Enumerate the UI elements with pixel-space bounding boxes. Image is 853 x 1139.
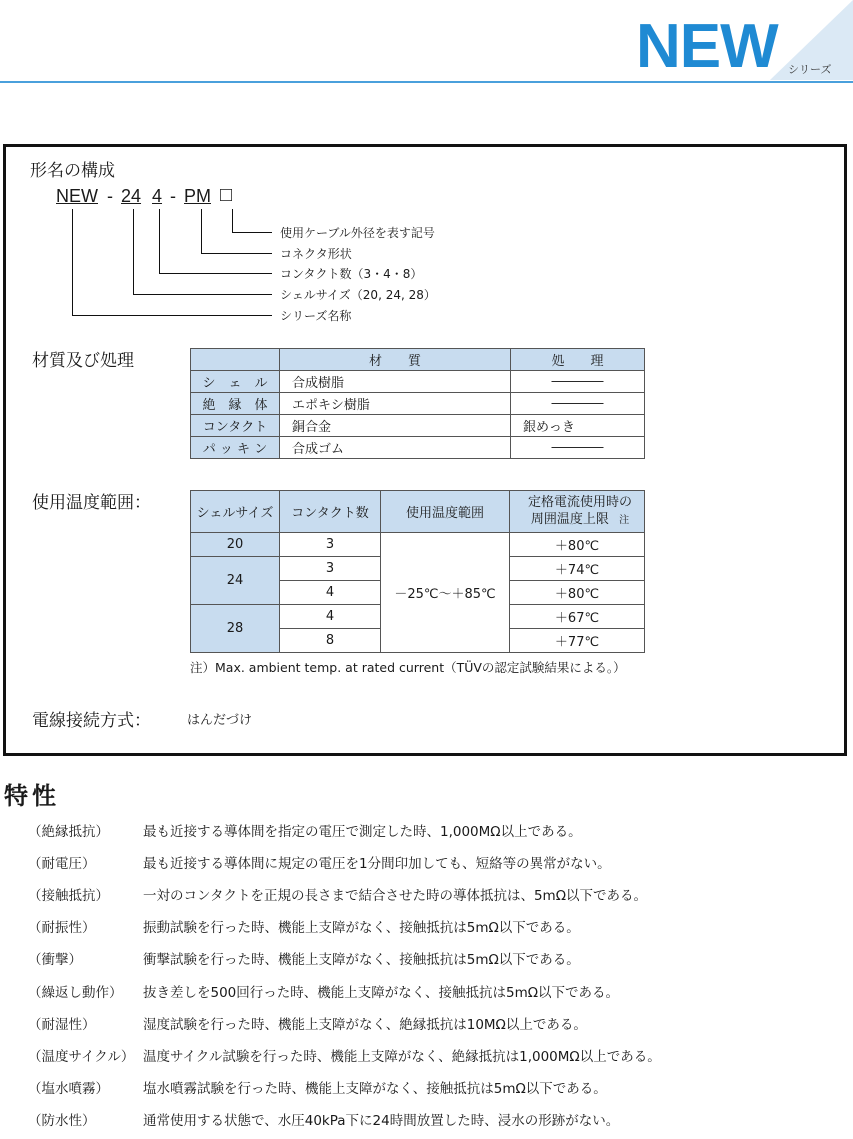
leader-line (159, 273, 272, 274)
list-item (28, 884, 647, 904)
leader-line (72, 315, 272, 316)
leader-line (159, 209, 160, 273)
treatment-value: ―――― (511, 371, 645, 393)
part-name: コンタクト (191, 415, 280, 437)
feature-key: （塩水噴霧） (28, 1081, 109, 1097)
feature-key: （温度サイクル） (28, 1049, 135, 1065)
feature-key: （絶縁抵抗） (28, 824, 109, 840)
leader-line (133, 209, 134, 294)
table-row (191, 371, 645, 393)
model-label-shape: コネクタ形状 (280, 247, 352, 261)
temperature-heading: 使用温度範囲： (32, 493, 151, 513)
model-part-cable-symbol: □ (220, 184, 233, 206)
feature-text: 振動試験を行った時、機能上支障がなく、接触抵抗は5mΩ以下である。 (143, 920, 580, 936)
table-row (191, 415, 645, 437)
leader-line (133, 294, 272, 295)
leader-line (72, 209, 73, 315)
ambient-limit: ＋74℃ (510, 557, 645, 581)
table-row (191, 393, 645, 415)
column-header: コンタクト数 (280, 491, 381, 533)
contact-count: 4 (280, 605, 381, 629)
leader-line (201, 209, 202, 253)
material-value: 銅合金 (280, 415, 511, 437)
model-part-series: NEW (56, 186, 98, 206)
treatment-value: ―――― (511, 437, 645, 459)
series-title: NEW (636, 12, 778, 81)
shell-size: 20 (191, 533, 280, 557)
list-item (28, 1109, 619, 1129)
shell-size: 28 (191, 605, 280, 653)
treatment-value: 銀めっき (511, 415, 645, 437)
shell-size: 24 (191, 557, 280, 605)
list-item (28, 916, 580, 936)
model-part-shape: PM (184, 186, 211, 206)
feature-text: 最も近接する導体間に規定の電圧を1分間印加しても、短絡等の異常がない。 (143, 856, 611, 872)
materials-heading: 材質及び処理 (32, 351, 134, 371)
feature-text: 衝撃試験を行った時、機能上支障がなく、接触抵抗は5mΩ以下である。 (143, 952, 580, 968)
feature-text: 一対のコンタクトを正規の長さまで結合させた時の導体抵抗は、5mΩ以下である。 (143, 888, 648, 904)
list-item (28, 852, 611, 872)
feature-text: 最も近接する導体間を指定の電圧で測定した時、1,000MΩ以上である。 (143, 824, 582, 840)
model-part-contacts: 4 (152, 186, 163, 206)
feature-text: 塩水噴霧試験を行った時、機能上支障がなく、接触抵抗は5mΩ以下である。 (143, 1081, 607, 1097)
feature-text: 抜き差しを500回行った時、機能上支障がなく、接触抵抗は5mΩ以下である。 (143, 985, 620, 1001)
contact-count: 8 (280, 629, 381, 653)
model-part-shell: 24 (121, 186, 142, 206)
list-item (28, 1013, 587, 1033)
ambient-limit: ＋80℃ (510, 533, 645, 557)
column-header-line: 定格電流使用時の (527, 495, 632, 510)
leader-line (232, 209, 233, 232)
feature-key: （耐湿性） (28, 1017, 96, 1033)
feature-key: （繰返し動作） (28, 985, 123, 1001)
model-label-contacts: コンタクト数（3・4・8） (280, 267, 423, 281)
note-mark: 注 (619, 515, 630, 526)
table-row (191, 533, 645, 557)
header-rule (0, 81, 853, 83)
model-dash: - (107, 186, 113, 206)
feature-text: 通常使用する状態で、水圧40kPa下に24時間放置した時、浸水の形跡がない。 (143, 1113, 620, 1129)
ambient-limit: ＋67℃ (510, 605, 645, 629)
list-item (28, 820, 582, 840)
column-header: 使用温度範囲 (381, 491, 510, 533)
list-item (28, 948, 580, 968)
feature-key: （接触抵抗） (28, 888, 109, 904)
table-row (191, 437, 645, 459)
ambient-limit: ＋77℃ (510, 629, 645, 653)
temperature-note: 注）Max. ambient temp. at rated current（TÜVの認定試験結果による。） (190, 660, 626, 675)
material-value: エポキシ樹脂 (280, 393, 511, 415)
temperature-range: －25℃～＋85℃ (381, 533, 510, 653)
material-value: 合成樹脂 (280, 371, 511, 393)
temperature-table (190, 490, 645, 653)
column-header: 処 理 (511, 349, 645, 371)
feature-text: 温度サイクル試験を行った時、機能上支障がなく、絶縁抵抗は1,000MΩ以上である。 (143, 1049, 661, 1065)
model-label-series: シリーズ名称 (280, 309, 352, 323)
list-item (28, 1077, 607, 1097)
feature-key: （防水性） (28, 1113, 96, 1129)
model-heading: 形名の構成 (30, 161, 115, 181)
wiring-value: はんだづけ (187, 713, 253, 728)
wiring-heading: 電線接続方式： (32, 711, 151, 731)
feature-key: （衝撃） (28, 952, 82, 968)
column-header-line: 周囲温度上限 注 (530, 512, 630, 527)
features-heading: 特性 (4, 782, 60, 810)
material-value: 合成ゴム (280, 437, 511, 459)
part-name: 絶 縁 体 (191, 393, 280, 415)
column-header: シェルサイズ (191, 491, 280, 533)
column-header (510, 491, 645, 533)
list-item (28, 981, 619, 1001)
model-label-cable: 使用ケーブル外径を表す記号 (280, 226, 435, 240)
model-label-shell: シェルサイズ（20, 24, 28） (280, 288, 436, 302)
part-name: パ ッ キ ン (191, 437, 280, 459)
table-header-row (191, 349, 645, 371)
model-dash: - (170, 186, 176, 206)
feature-text: 湿度試験を行った時、機能上支障がなく、絶縁抵抗は10MΩ以上である。 (143, 1017, 587, 1033)
leader-line (232, 232, 272, 233)
contact-count: 3 (280, 557, 381, 581)
feature-key: （耐振性） (28, 920, 96, 936)
column-header (191, 349, 280, 371)
table-header-row (191, 491, 645, 533)
materials-table (190, 348, 645, 459)
series-subtitle: シリーズ (788, 63, 832, 76)
leader-line (201, 253, 272, 254)
part-name: シ ェ ル (191, 371, 280, 393)
contact-count: 4 (280, 581, 381, 605)
list-item (28, 1045, 661, 1065)
treatment-value: ―――― (511, 393, 645, 415)
ambient-limit: ＋80℃ (510, 581, 645, 605)
feature-key: （耐電圧） (28, 856, 96, 872)
column-header: 材 質 (280, 349, 511, 371)
contact-count: 3 (280, 533, 381, 557)
